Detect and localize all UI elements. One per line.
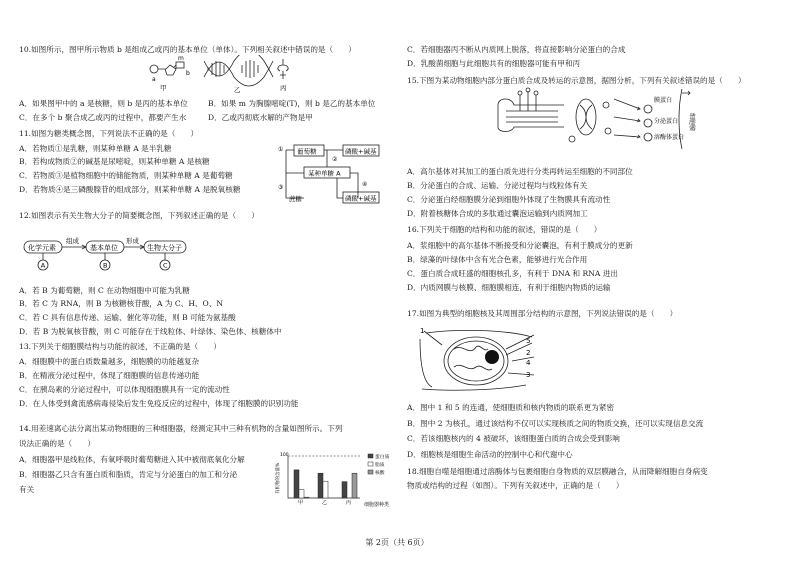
q15-label-membrane-protein: 膜蛋白 (654, 97, 673, 104)
q14-legend-label-2: 核酸 (375, 471, 385, 476)
page-footer: 第 2页（共 6页） (365, 538, 429, 547)
right-q15a: A．高尔基体对其加工的蛋白质先进行分类再转运至细胞的不同部位 (407, 167, 633, 176)
q11-phos-base-2: 磷酸+碱基 (345, 194, 377, 203)
q11-n1: ① (278, 146, 284, 153)
q17-n2: 2 (526, 349, 531, 357)
left-q14b: 说法正确的是（ ） (19, 439, 95, 448)
right-q17c: C．若该细胞核内的 4 被破坏，该细胞蛋白质的合成会受到影响 (407, 434, 620, 443)
q12-macromolecule: 生物大分子 (147, 244, 182, 252)
q17-n5: 5 (526, 337, 531, 345)
q10-label-m: m (178, 55, 184, 62)
right-q18b: 物质或结构的过程（如图）。下列有关叙述中，正确的是（ ） (407, 481, 624, 490)
left-q13c: C．在胰岛素的分泌过程中，可以体现细胞膜具有一定的流动性 (19, 385, 230, 394)
q14-bar-2-2 (352, 473, 357, 498)
q14-xtick-1: 乙 (322, 500, 328, 506)
q11-n4: ④ (362, 181, 368, 188)
left-q13d: D．在人体受到禽流感病毒侵染后发生免疫反应的过程中，体现了细胞膜的识别功能 (19, 399, 299, 408)
right-q18: 18.细胞自噬是细胞通过溶酶体与包裹细胞自身物质的双层膜融合，从而降解细胞自身病变 (407, 467, 708, 476)
q14-legend-swatch-1 (368, 462, 373, 466)
left-q13b: B．在精液分泌过程中，体现了细胞膜的信息传递功能 (19, 371, 200, 380)
right-q16d: D．内质网膜与核膜、细胞膜相连，有利于细胞内物质的运输 (407, 283, 611, 292)
left-q10a: A．如果图甲中的 a 是核糖，则 b 是丙的基本单位 (19, 99, 188, 108)
q14-bar-1-0 (318, 473, 323, 498)
left-q13a: A．细胞膜中的蛋白质数量越多，细胞膜的功能越复杂 (19, 357, 200, 366)
right-q15c: C．分泌蛋白经细胞膜分泌到细胞外体现了生物膜具有流动性 (407, 195, 611, 204)
q14-xtick-2: 丙 (346, 500, 352, 506)
left-q10c: C．在多个 b 聚合成乙或丙的过程中，都要产生水 (19, 113, 187, 122)
q12-label-b: B (103, 261, 108, 270)
left-q13: 13.下列关于细胞膜结构与功能的叙述，不正确的是（ ） (19, 342, 221, 351)
q17-n1: 1 (420, 327, 425, 335)
left-q10d: D．乙或丙彻底水解的产物是甲 (208, 113, 313, 122)
left-q11b: B．若构成物质②的碱基是尿嘧啶，则某种单糖 A 是核糖 (19, 157, 210, 166)
left-q14bc: 有关 (19, 485, 35, 494)
left-q14a: A．细胞器甲是线粒体，有氧呼吸时葡萄糖进入其中被彻底氧化分解 (19, 455, 245, 464)
q11-monosaccharide: 某种单糖 A (308, 169, 341, 178)
left-q12b: B．若 C 为 RNA，则 B 为核糖核苷酸，A 为 C、H、O、N (19, 299, 223, 308)
q11-glucose: 葡萄糖 (297, 147, 317, 156)
right-q16b: B．绿藻的叶绿体中含有光合色素，能够进行光合作用 (407, 255, 588, 264)
q14-tick-100: 100 (280, 453, 289, 458)
q11-sucrose: 蔗糖 (289, 195, 302, 203)
q11-phos-base-1: 磷酸+碱基 (345, 147, 377, 156)
q14-chart (270, 446, 400, 508)
q11-n2: ② (332, 156, 338, 163)
q17-nucleolus (485, 350, 499, 364)
q14-legend-swatch-0 (368, 454, 373, 458)
q15-figure (494, 87, 700, 151)
left-q12d: D．若 B 为脱氧核苷酸，则 C 可能存在于线粒体、叶绿体、染色体、核糖体中 (19, 327, 282, 336)
left-q14: 14.用差速离心法分离出某动物细胞的三种细胞器，经测定其中三种有机物的含量如图所示。下列 (19, 424, 343, 433)
q14-bar-0-1 (299, 490, 304, 498)
q15-label-cell-membrane: 细胞膜 (688, 113, 695, 132)
right-q16a: A．浆细胞中的高尔基体不断接受和分泌囊泡，有利于膜成分的更新 (407, 241, 633, 250)
left-q11d: D．若物质④是三磷酸腺苷的组成部分，则某种单糖 A 是脱氧核糖 (19, 185, 241, 194)
q10-label-bing: 丙 (280, 84, 287, 92)
left-q12: 12.如图表示有关生物大分子的简要概念图，下列叙述正确的是（ ） (19, 211, 259, 220)
q11-figure (270, 143, 396, 205)
left-q10: 10.如图所示，图甲所示物质 b 是组成乙或丙的基本单位（单体）。下列相关叙述中错误的是（ ） (19, 45, 356, 54)
q10-label-yi: 乙 (234, 86, 241, 93)
q12-edge-compose: 组成 (66, 237, 79, 245)
right-q17b: B．图中 2 为核孔，通过该结构不仅可以实现核质之间的物质交换，还可以实现信息交流 (407, 419, 704, 428)
q17-n4: 4 (526, 359, 531, 367)
right-q14d: D．乳酸菌细胞与此细胞共有的细胞器可能有甲和丙 (407, 59, 581, 68)
right-q16c: C．蛋白质合成旺盛的细胞核孔多，有利于 DNA 和 RNA 进出 (407, 269, 618, 278)
q10-label-b: b (186, 70, 190, 77)
left-q11a: A．若物质①是乳糖，则某种单糖 A 是半乳糖 (19, 144, 172, 153)
left-q12c: C．若 C 具有信息传递、运输、催化等功能，则 B 可能为氨基酸 (19, 313, 236, 322)
q14-bar-1-1 (323, 481, 328, 498)
left-q11: 11.如图为糖类概念图，下列说法不正确的是（ ） (19, 129, 199, 138)
q14-legend-swatch-2 (368, 470, 373, 474)
q14-xtick-0: 甲 (298, 500, 304, 506)
left-q11c: C．若物质③是植物细胞中的储能物质，则某种单糖 A 是葡萄糖 (19, 171, 233, 180)
right-q15d: D．附着核糖体合成的多肽通过囊泡运输到内质网加工 (407, 209, 588, 218)
q11-n3: ③ (278, 184, 284, 191)
right-q17: 17.如图为典型的细胞核及其周围部分结构的示意图，下列说法错误的是（ ） (407, 309, 678, 318)
q14-bar-0-2 (304, 497, 309, 498)
q17-figure (414, 327, 538, 393)
q14-xlabel: 细胞器种类 (364, 502, 390, 508)
right-q16: 16.下列关于细胞的结构和功能的叙述，错误的是（ ） (407, 225, 602, 234)
right-q15b: B．分泌蛋白的合成、运输、分泌过程均与线粒体有关 (407, 181, 588, 190)
q17-n3: 3 (526, 371, 531, 379)
q15-label-lysosome-protein: 溶酶体蛋白 (654, 134, 685, 141)
q10-label-jia: 甲 (160, 84, 167, 92)
q12-label-a: A (40, 261, 46, 270)
right-q17d: D．细胞核是细胞生命活动的控制中心和代谢中心 (407, 450, 573, 459)
q10-label-a: a (152, 76, 156, 83)
q12-edge-form: 形成 (126, 237, 139, 245)
q14-ylabel: 有机物的含量% (276, 462, 281, 494)
q14-legend-label-0: 蛋白质 (375, 455, 390, 460)
q12-figure (22, 234, 190, 274)
right-q17a: A．图中 1 和 5 的连通，使细胞质和核内物质的联系更为紧密 (407, 403, 615, 412)
q14-legend-label-1: 脂质 (375, 463, 385, 468)
left-q12a: A．若 B 为葡萄糖，则 C 在动物细胞中可能为乳糖 (19, 286, 190, 295)
left-q14bb: B．细胞器乙只含有蛋白质和脂质，肯定与分泌蛋白的加工和分泌 (19, 470, 238, 479)
q12-elements: 化学元素 (28, 244, 56, 252)
left-q10b: B．如果 m 为胸腺嘧啶(T)，则 b 是乙的基本单位 (208, 99, 376, 108)
q12-label-c: C (163, 261, 168, 270)
q10-figure (146, 55, 296, 93)
q14-bar-0-0 (294, 470, 299, 498)
right-q14c: C．若细胞器丙不断从内质网上脱落，将直接影响分泌蛋白的合成 (407, 45, 626, 54)
q12-unit: 基本单位 (90, 244, 118, 252)
q15-label-secreted-protein: 分泌蛋白 (654, 118, 679, 125)
right-q15: 15.下图为某动物细胞内部分蛋白质合成及转运的示意图，据图分析，下列有关叙述错误的是（ ） (407, 76, 746, 85)
q14-bar-2-0 (342, 482, 347, 498)
